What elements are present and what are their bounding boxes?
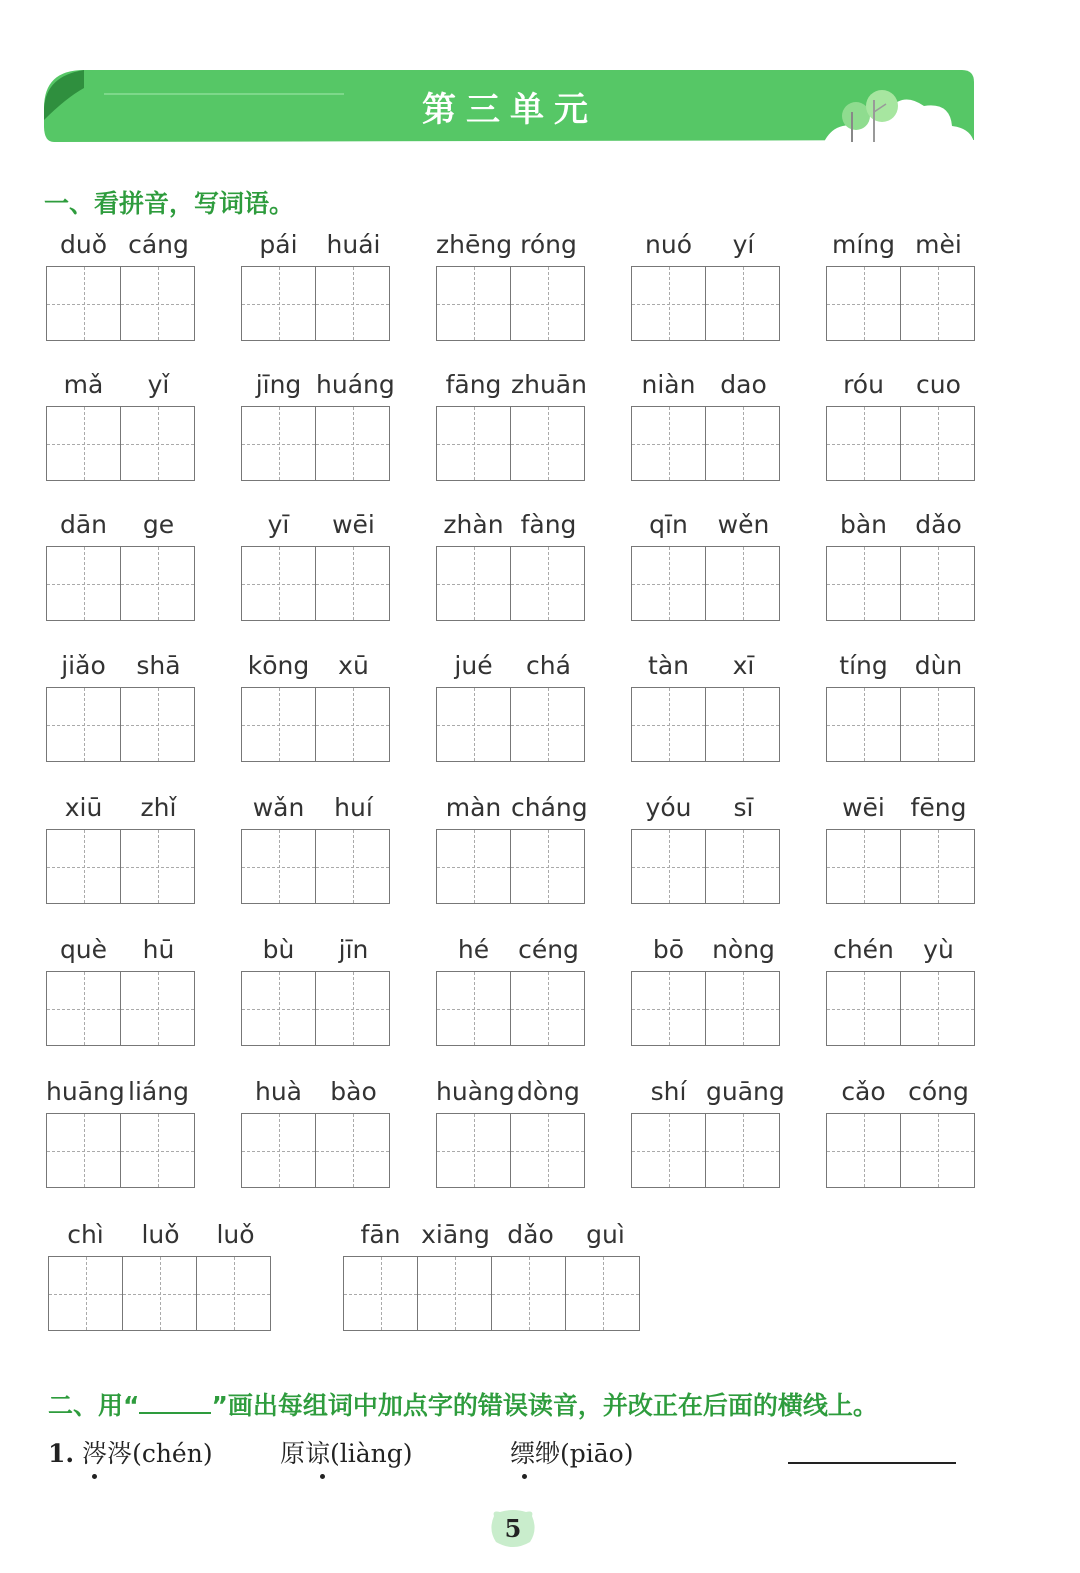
tianzige-box[interactable] (120, 546, 195, 621)
pinyin-label (46, 230, 196, 266)
writing-boxes (631, 687, 779, 762)
pinyin-syllable: ge (142, 510, 175, 539)
writing-boxes (436, 546, 584, 621)
tianzige-box[interactable] (196, 1256, 271, 1331)
tianzige-box[interactable] (826, 406, 901, 481)
question-1-item-2 (280, 1434, 413, 1470)
tianzige-box[interactable] (510, 406, 585, 481)
tianzige-box[interactable] (826, 687, 901, 762)
writing-boxes (826, 829, 974, 904)
pinyin-syllable: zhàn (443, 510, 504, 539)
tianzige-box[interactable] (631, 829, 706, 904)
writing-boxes (631, 406, 779, 481)
pinyin-syllable: chì (67, 1220, 104, 1249)
tianzige-box[interactable] (315, 266, 390, 341)
tianzige-box[interactable] (315, 1113, 390, 1188)
writing-boxes (241, 687, 389, 762)
tianzige-box[interactable] (705, 406, 780, 481)
emphasis-dot (320, 1474, 325, 1479)
tianzige-box[interactable] (631, 687, 706, 762)
pinyin-syllable: yí (732, 230, 755, 259)
writing-boxes (826, 406, 974, 481)
question-number: 1. (48, 1439, 75, 1468)
writing-boxes (48, 1256, 270, 1331)
section-2-title (48, 1386, 878, 1422)
pinyin-syllable: huáng (316, 370, 395, 399)
tianzige-box[interactable] (343, 1256, 418, 1331)
writing-boxes (436, 406, 584, 481)
tianzige-box[interactable] (510, 266, 585, 341)
pinyin-syllable: huí (334, 793, 373, 822)
pinyin-syllable: míng (831, 230, 895, 259)
tianzige-box[interactable] (826, 266, 901, 341)
tianzige-box[interactable] (120, 406, 195, 481)
writing-boxes (826, 266, 974, 341)
tianzige-box[interactable] (631, 266, 706, 341)
tianzige-box[interactable] (900, 266, 975, 341)
pinyin-syllable: chá (526, 651, 571, 680)
pinyin-syllable: kōng (247, 651, 310, 680)
pinyin-syllable: fān (360, 1220, 401, 1249)
pinyin-syllable: guāng (706, 1077, 785, 1106)
pinyin-label (46, 1077, 196, 1113)
pinyin-syllable: cóng (908, 1077, 969, 1106)
writing-boxes (826, 971, 974, 1046)
tianzige-box[interactable] (436, 1113, 511, 1188)
tianzige-box[interactable] (241, 687, 316, 762)
writing-boxes (631, 971, 779, 1046)
writing-boxes (436, 971, 584, 1046)
pinyin-syllable: bō (652, 935, 685, 964)
pinyin-syllable: duǒ (59, 230, 107, 259)
tianzige-box[interactable] (241, 406, 316, 481)
writing-boxes (241, 546, 389, 621)
question-1-item-1 (48, 1434, 213, 1470)
tianzige-box[interactable] (315, 546, 390, 621)
pinyin-label (241, 651, 391, 687)
pinyin-syllable: cháng (511, 793, 588, 822)
tianzige-box[interactable] (241, 829, 316, 904)
pinyin-label (241, 935, 391, 971)
pinyin-syllable: dān (59, 510, 108, 539)
tianzige-box[interactable] (436, 546, 511, 621)
pinyin-label (436, 935, 586, 971)
writing-boxes (46, 829, 194, 904)
pinyin-syllable: fēng (910, 793, 967, 822)
pinyin-syllable: dǎo (915, 510, 962, 539)
pinyin-label (241, 510, 391, 546)
pinyin-syllable: chén (833, 935, 894, 964)
writing-boxes (343, 1256, 639, 1331)
writing-boxes (436, 687, 584, 762)
pinyin-syllable: yī (267, 510, 290, 539)
pinyin-syllable: huái (326, 230, 381, 259)
tianzige-box[interactable] (46, 406, 121, 481)
tianzige-box[interactable] (510, 546, 585, 621)
pinyin-label (826, 935, 976, 971)
pinyin-label (241, 793, 391, 829)
tianzige-box[interactable] (826, 829, 901, 904)
tianzige-box[interactable] (826, 546, 901, 621)
question-1-item-3 (510, 1434, 633, 1470)
tianzige-box[interactable] (510, 1113, 585, 1188)
pinyin-syllable: jiǎo (61, 651, 106, 680)
pinyin-syllable: què (59, 935, 108, 964)
pinyin-label (436, 1077, 586, 1113)
pinyin-syllable: dùn (914, 651, 963, 680)
pinyin-syllable: yù (923, 935, 954, 964)
tianzige-box[interactable] (46, 546, 121, 621)
pinyin-label (631, 230, 781, 266)
pinyin-syllable: jué (454, 651, 493, 680)
pinyin-syllable: hū (142, 935, 175, 964)
pinyin-syllable: bù (262, 935, 295, 964)
pinyin-syllable: yǐ (147, 370, 170, 399)
writing-boxes (826, 687, 974, 762)
pinyin-syllable: jīng (255, 370, 302, 399)
section-2-title-before: 二、用“ (48, 1391, 140, 1420)
pinyin-syllable: dao (720, 370, 767, 399)
tianzige-box[interactable] (705, 546, 780, 621)
pinyin-label (631, 370, 781, 406)
question-1 (48, 1434, 968, 1482)
pinyin-syllable: cáng (128, 230, 189, 259)
tianzige-box[interactable] (315, 971, 390, 1046)
pinyin-syllable: xiāng (421, 1220, 490, 1249)
emphasis-dot (92, 1474, 97, 1479)
tianzige-box[interactable] (436, 406, 511, 481)
writing-boxes (436, 829, 584, 904)
pinyin-label (241, 230, 391, 266)
pinyin-syllable: zhǐ (140, 793, 177, 822)
pinyin-syllable: niàn (641, 370, 696, 399)
tianzige-box[interactable] (705, 1113, 780, 1188)
pinyin-label (826, 651, 976, 687)
tianzige-box[interactable] (631, 546, 706, 621)
tianzige-box[interactable] (120, 971, 195, 1046)
pinyin-label (241, 370, 395, 406)
writing-boxes (46, 406, 194, 481)
tianzige-box[interactable] (631, 1113, 706, 1188)
tianzige-box[interactable] (510, 829, 585, 904)
pinyin-syllable: cuo (916, 370, 961, 399)
tianzige-box[interactable] (436, 687, 511, 762)
emphasis-dot (522, 1474, 527, 1479)
tianzige-box[interactable] (900, 1113, 975, 1188)
writing-boxes (631, 546, 779, 621)
pinyin-syllable: huāng (46, 1077, 125, 1106)
unit-banner (44, 68, 976, 144)
pinyin-label (631, 935, 781, 971)
pinyin-label (631, 651, 781, 687)
pinyin-syllable: jīn (338, 935, 369, 964)
tianzige-box[interactable] (510, 687, 585, 762)
pinyin-syllable: huà (254, 1077, 302, 1106)
pinyin-syllable: cǎo (841, 1077, 886, 1106)
tianzige-box[interactable] (315, 829, 390, 904)
tianzige-box[interactable] (705, 971, 780, 1046)
pinyin-syllable: luǒ (216, 1220, 255, 1249)
tianzige-box[interactable] (826, 971, 901, 1046)
pinyin-label (826, 793, 976, 829)
tianzige-box[interactable] (315, 406, 390, 481)
writing-boxes (436, 266, 584, 341)
pinyin-syllable: liáng (128, 1077, 189, 1106)
pinyin-syllable: wēi (332, 510, 375, 539)
pinyin-label (826, 230, 976, 266)
pinyin-syllable: qīn (649, 510, 688, 539)
pinyin-syllable: mǎ (63, 370, 104, 399)
pinyin-label (436, 793, 586, 829)
pinyin-syllable: sī (733, 793, 754, 822)
pinyin-label (46, 793, 196, 829)
pinyin-label (46, 370, 196, 406)
pinyin-label (343, 1220, 643, 1256)
pinyin-syllable: tíng (839, 651, 888, 680)
tianzige-box[interactable] (631, 406, 706, 481)
pinyin-label (46, 510, 196, 546)
tianzige-box[interactable] (510, 971, 585, 1046)
tianzige-box[interactable] (417, 1256, 492, 1331)
section-1-title: 一、看拼音，写词语。 (44, 189, 295, 218)
pinyin-label (826, 370, 976, 406)
pinyin-syllable: nuó (645, 230, 692, 259)
pinyin-label (46, 935, 196, 971)
tianzige-box[interactable] (436, 971, 511, 1046)
pinyin-label (436, 510, 586, 546)
section-2-title-after: ”画出每组词中加点字的错误读音，并改正在后面的横线上。 (211, 1391, 878, 1420)
writing-boxes (46, 687, 194, 762)
pinyin-syllable: bào (330, 1077, 377, 1106)
tianzige-box[interactable] (436, 829, 511, 904)
tianzige-box[interactable] (436, 266, 511, 341)
answer-blank[interactable] (788, 1462, 956, 1464)
pinyin-syllable: wěn (717, 510, 770, 539)
word-choice: 涔涔(chén) (82, 1439, 213, 1468)
pinyin-syllable: xū (338, 651, 369, 680)
tianzige-box[interactable] (900, 971, 975, 1046)
tianzige-box[interactable] (120, 1113, 195, 1188)
tianzige-box[interactable] (241, 971, 316, 1046)
pinyin-label (436, 230, 586, 266)
writing-boxes (241, 829, 389, 904)
tianzige-box[interactable] (900, 546, 975, 621)
writing-boxes (46, 971, 194, 1046)
tianzige-box[interactable] (122, 1256, 197, 1331)
word-choice: 缥缈(piāo) (510, 1439, 634, 1468)
tianzige-box[interactable] (241, 266, 316, 341)
pinyin-syllable: guì (586, 1220, 625, 1249)
tianzige-box[interactable] (826, 1113, 901, 1188)
tianzige-box[interactable] (705, 266, 780, 341)
pinyin-syllable: màn (445, 793, 502, 822)
tianzige-box[interactable] (705, 829, 780, 904)
tianzige-box[interactable] (46, 266, 121, 341)
tianzige-box[interactable] (48, 1256, 123, 1331)
writing-boxes (631, 1113, 779, 1188)
pinyin-syllable: dòng (517, 1077, 580, 1106)
pinyin-label (826, 510, 976, 546)
writing-boxes (631, 829, 779, 904)
pinyin-label (436, 370, 586, 406)
pinyin-syllable: tàn (648, 651, 689, 680)
pinyin-label (826, 1077, 976, 1113)
pinyin-label (631, 793, 781, 829)
pinyin-label (46, 651, 196, 687)
pinyin-syllable: shā (136, 651, 181, 680)
pinyin-syllable: róng (520, 230, 577, 259)
pinyin-label (436, 651, 586, 687)
writing-boxes (826, 1113, 974, 1188)
pinyin-syllable: zhēng (436, 230, 513, 259)
tianzige-box[interactable] (900, 406, 975, 481)
pinyin-syllable: pái (259, 230, 298, 259)
pinyin-label (241, 1077, 391, 1113)
tianzige-box[interactable] (241, 546, 316, 621)
writing-boxes (241, 406, 389, 481)
page-number-badge (488, 1508, 538, 1550)
page-number: 5 (504, 1514, 522, 1543)
tianzige-box[interactable] (46, 687, 121, 762)
unit-title: 第三单元 (422, 90, 598, 130)
tianzige-box[interactable] (46, 829, 121, 904)
pinyin-syllable: luǒ (141, 1220, 180, 1249)
pinyin-syllable: bàn (839, 510, 888, 539)
writing-boxes (46, 266, 194, 341)
tianzige-box[interactable] (705, 687, 780, 762)
tianzige-box[interactable] (120, 266, 195, 341)
pinyin-label (48, 1220, 273, 1256)
tianzige-box[interactable] (900, 687, 975, 762)
tianzige-box[interactable] (491, 1256, 566, 1331)
word-choice: 原谅(liàng) (280, 1439, 413, 1468)
pinyin-syllable: mèi (915, 230, 962, 259)
writing-boxes (631, 266, 779, 341)
pinyin-syllable: fàng (520, 510, 577, 539)
tianzige-box[interactable] (900, 829, 975, 904)
underline-sample (139, 1390, 211, 1414)
tianzige-box[interactable] (631, 971, 706, 1046)
writing-boxes (46, 546, 194, 621)
pinyin-syllable: wǎn (252, 793, 305, 822)
writing-boxes (241, 1113, 389, 1188)
pinyin-syllable: shí (650, 1077, 687, 1106)
tianzige-box[interactable] (46, 1113, 121, 1188)
tianzige-box[interactable] (120, 687, 195, 762)
pinyin-syllable: zhuān (511, 370, 587, 399)
pinyin-label (631, 1077, 785, 1113)
pinyin-syllable: dǎo (507, 1220, 554, 1249)
pinyin-syllable: róu (843, 370, 884, 399)
writing-boxes (436, 1113, 584, 1188)
tianzige-box[interactable] (315, 687, 390, 762)
pinyin-syllable: xī (732, 651, 755, 680)
pinyin-syllable: huàng (436, 1077, 515, 1106)
pinyin-syllable: wēi (842, 793, 885, 822)
pinyin-syllable: xiū (64, 793, 103, 822)
pinyin-syllable: fāng (445, 370, 502, 399)
pinyin-label (631, 510, 781, 546)
tianzige-box[interactable] (46, 971, 121, 1046)
pinyin-syllable: hé (457, 935, 490, 964)
writing-boxes (241, 971, 389, 1046)
writing-boxes (46, 1113, 194, 1188)
writing-boxes (826, 546, 974, 621)
writing-boxes (241, 266, 389, 341)
pinyin-syllable: yóu (645, 793, 692, 822)
pinyin-syllable: céng (518, 935, 579, 964)
tianzige-box[interactable] (241, 1113, 316, 1188)
pinyin-syllable: nòng (712, 935, 775, 964)
tianzige-box[interactable] (565, 1256, 640, 1331)
tianzige-box[interactable] (120, 829, 195, 904)
